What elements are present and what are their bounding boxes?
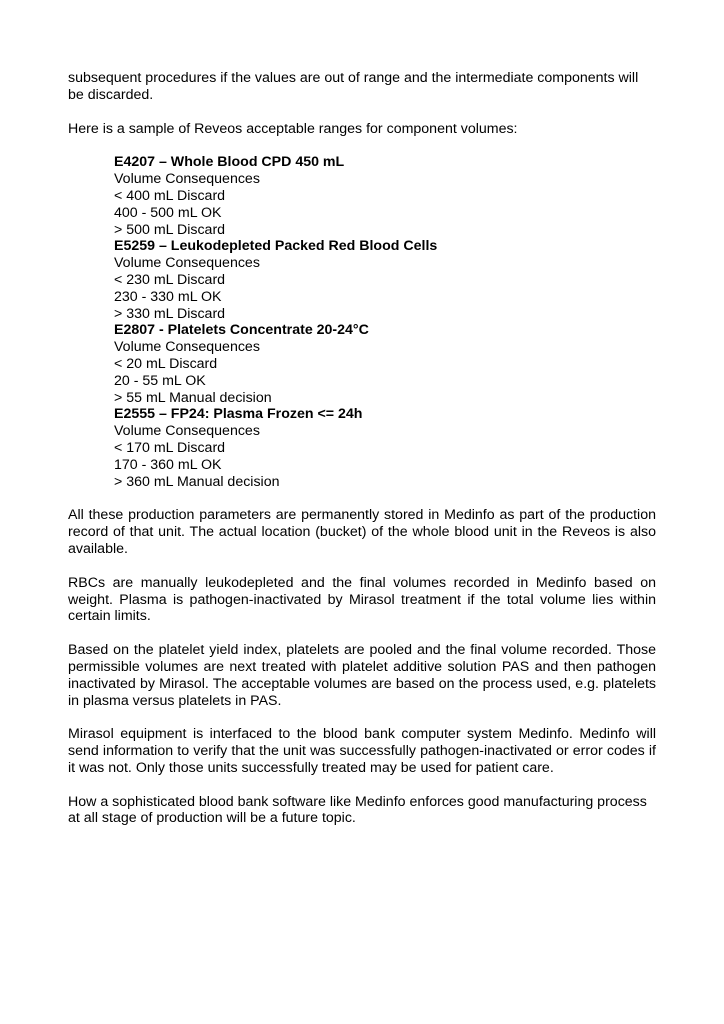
component-title: E5259 – Leukodepleted Packed Red Blood Cells: [114, 238, 438, 255]
component-header: Volume Consequences: [114, 255, 260, 272]
paragraph-intro-continuation: subsequent procedures if the values are out of range and the intermediate components will be discarded.: [68, 70, 639, 103]
component-title: E2555 – FP24: Plasma Frozen <= 24h: [114, 406, 363, 423]
range-row: 230 - 330 mL OK: [114, 288, 222, 305]
component-block: [114, 238, 656, 322]
component-block: [114, 154, 656, 238]
paragraph-platelets: Based on the platelet yield index, platelets are pooled and the final volume recorded. Those permissible volumes are next treated with platelet additive solution PAS and then pathogen inactivated by Mirasol. The acceptable volumes are based on the process used, e.g. platelets in plasma versus platelets in PAS.: [68, 642, 656, 709]
component-block: [114, 406, 656, 490]
range-row: < 230 mL Discard: [114, 271, 226, 288]
range-row: 400 - 500 mL OK: [114, 204, 222, 221]
range-row: 170 - 360 mL OK: [114, 456, 222, 473]
range-row: > 360 mL Manual decision: [114, 473, 280, 490]
range-row: > 330 mL Discard: [114, 305, 226, 322]
component-block: [114, 322, 656, 406]
component-title: E4207 – Whole Blood CPD 450 mL: [114, 154, 345, 171]
range-row: 20 - 55 mL OK: [114, 372, 206, 389]
range-row: < 20 mL Discard: [114, 355, 218, 372]
range-row: < 400 mL Discard: [114, 187, 226, 204]
range-row: < 170 mL Discard: [114, 439, 226, 456]
paragraph-ranges-intro: Here is a sample of Reveos acceptable ranges for component volumes:: [68, 120, 518, 137]
paragraph-rbcs: RBCs are manually leukodepleted and the final volumes recorded in Medinfo based on weight. Plasma is pathogen-inactivated by Mirasol treatment if the total volume lies within certain limits.: [68, 574, 656, 625]
component-volume-ranges: [114, 154, 656, 490]
range-row: > 55 mL Manual decision: [114, 389, 272, 406]
component-header: Volume Consequences: [114, 339, 260, 356]
document-page: [68, 70, 656, 827]
range-row: > 500 mL Discard: [114, 221, 226, 238]
component-header: Volume Consequences: [114, 423, 260, 440]
component-header: Volume Consequences: [114, 171, 260, 188]
paragraph-future-topic: How a sophisticated blood bank software like Medinfo enforces good manufacturing process at all stage of production will be a future topic.: [68, 793, 647, 827]
paragraph-mirasol: Mirasol equipment is interfaced to the blood bank computer system Medinfo. Medinfo will send information to verify that the unit was successfully pathogen-inactivated or error codes if it was not. Only those units successfully treated may be used for patient care.: [68, 726, 656, 776]
paragraph-production-parameters: All these production parameters are permanently stored in Medinfo as part of the production record of that unit. The actual location (bucket) of the whole blood unit in the Reveos is also available.: [68, 507, 656, 557]
component-title: E2807 - Platelets Concentrate 20-24°C: [114, 322, 369, 339]
